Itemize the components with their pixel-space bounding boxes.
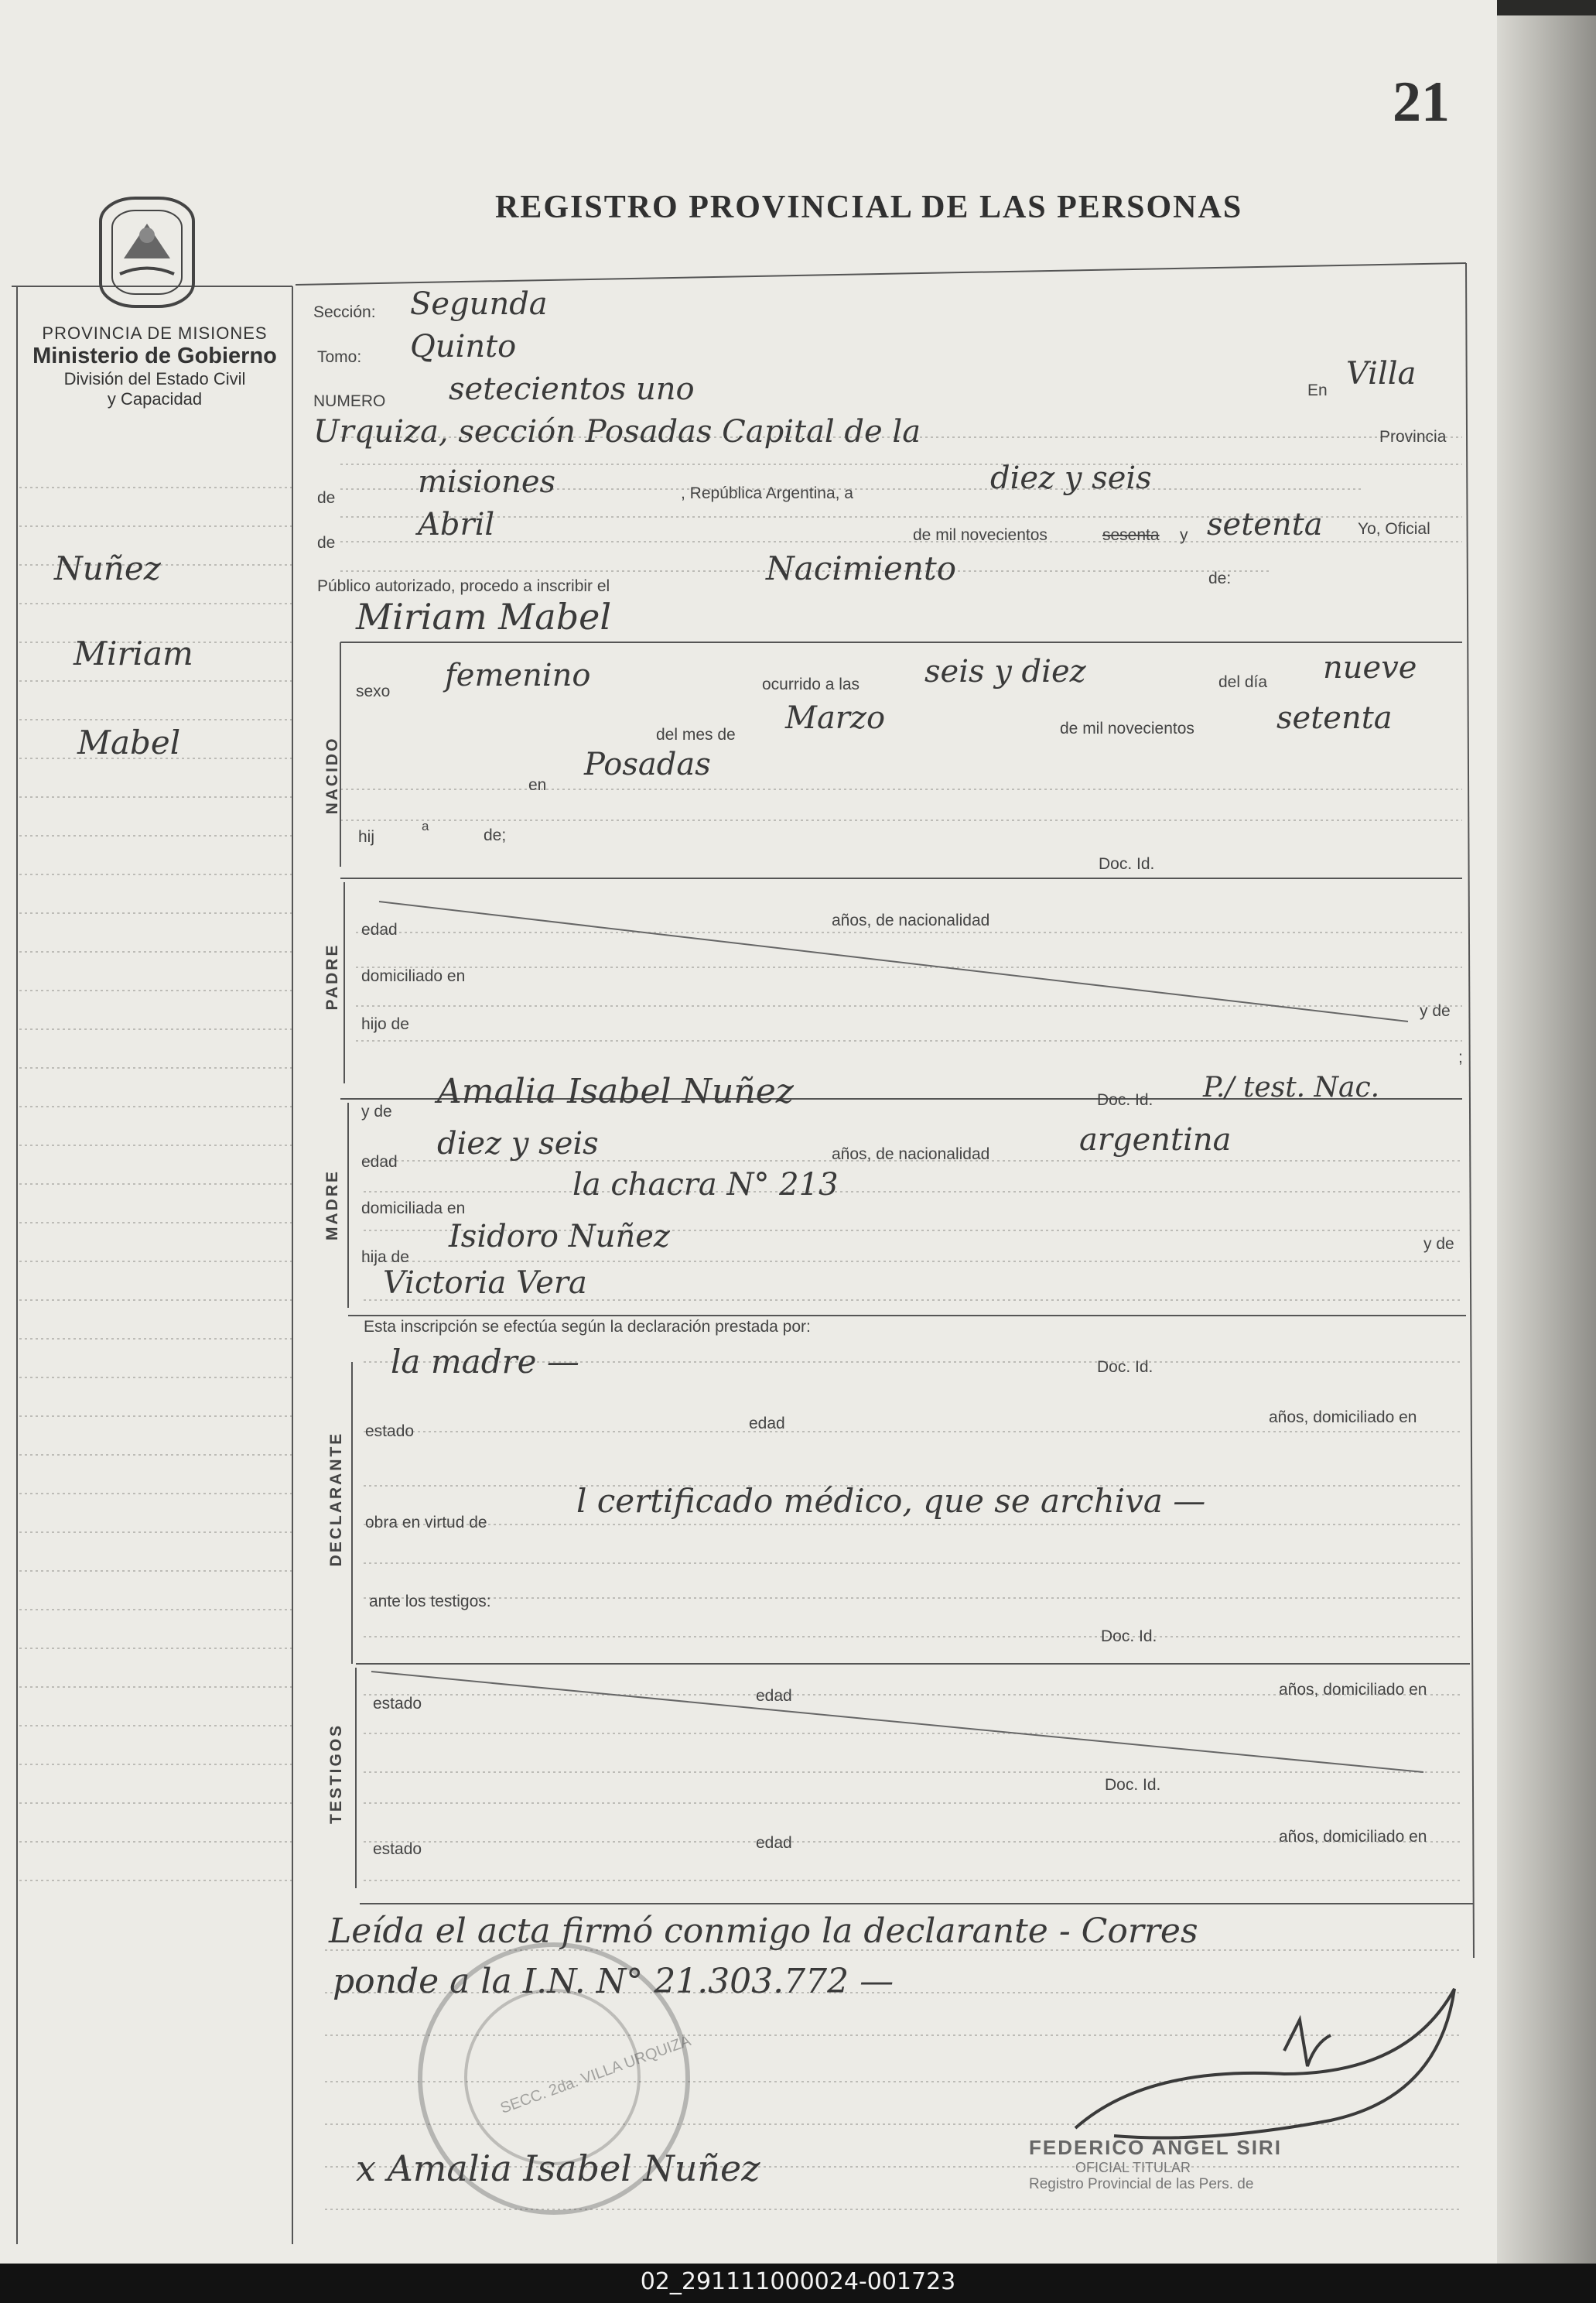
doc-id-nacido-label: Doc. Id. [1099, 855, 1155, 873]
lugar-value: Posadas [584, 747, 711, 782]
cierre-line-1: Leída el acta firmó conmigo la declarante - Corres [329, 1911, 1198, 1951]
estado-testigo-1-label: estado [373, 1695, 422, 1713]
del-mes-label: del mes de [656, 726, 736, 744]
hijo-de-label: hijo de [361, 1015, 409, 1033]
edad-declarante-label: edad [749, 1415, 785, 1432]
tomo-label: Tomo: [317, 348, 362, 366]
declaracion-value: la madre — [391, 1343, 579, 1381]
de-label-2: de [317, 534, 336, 552]
seccion-label: Sección: [313, 303, 376, 321]
madre-domicilio-value: la chacra N° 213 [572, 1167, 839, 1203]
margin-note-name-2: Mabel [77, 724, 181, 761]
issuer-province: PROVINCIA DE MISIONES [42, 323, 268, 343]
madre-doc-value: P./ test. Nac. [1203, 1072, 1380, 1104]
obra-value: l certificado médico, que se archiva — [576, 1482, 1206, 1520]
y-de-padre-label: y de [1420, 1002, 1451, 1020]
estado-declarante-label: estado [365, 1422, 415, 1440]
republica-label: , República Argentina, a [681, 484, 853, 502]
sesenta-label: sesenta [1102, 526, 1160, 544]
sexo-value: femenino [445, 658, 591, 693]
hora-value: seis y diez [924, 654, 1086, 690]
hij-suffix: a [422, 819, 429, 833]
mes-value: Abril [418, 507, 495, 542]
de-hij-label: de; [484, 826, 507, 844]
numero-value: setecientos uno [449, 371, 695, 407]
de-label: de [317, 489, 336, 507]
edad-padre-label: edad [361, 921, 398, 939]
section-nacido: NACIDO [323, 736, 341, 815]
provincia-value: misiones [418, 464, 556, 500]
oficial-role: OFICIAL TITULAR [1075, 2160, 1191, 2175]
oficial-office: Registro Provincial de las Pers. de [1029, 2176, 1254, 2192]
anio-value: setenta [1207, 507, 1323, 542]
locality-value: Urquiza, sección Posadas Capital de la [313, 414, 921, 450]
declaracion-label: Esta inscripción se efectúa según la declaración prestada por: [364, 1318, 811, 1336]
semicolon-mark: ; [1458, 1049, 1463, 1066]
madre-edad-value: diez y seis [437, 1126, 599, 1162]
margin-note-surname: Nuñez [54, 549, 161, 587]
hij-label: hij [358, 828, 375, 846]
nombre-value: Miriam Mabel [356, 596, 612, 638]
page-title: REGISTRO PROVINCIAL DE LAS PERSONAS [495, 190, 1243, 225]
domicilio-padre-label: domiciliado en [361, 967, 466, 985]
page-number: 21 [1393, 70, 1450, 134]
tomo-value: Quinto [410, 329, 517, 364]
estado-testigo-2-label: estado [373, 1840, 422, 1858]
anios-padre-label: años, de nacionalidad [832, 912, 990, 929]
abuela-value: Victoria Vera [383, 1265, 587, 1301]
anios-madre-label: años, de nacionalidad [832, 1145, 990, 1163]
signature-declarante: x Amalia Isabel Nuñez [356, 2147, 760, 2189]
margin-note-name-1: Miriam [73, 635, 193, 672]
section-declarante: DECLARANTE [327, 1431, 345, 1567]
y-de-madre-label: y de [361, 1103, 392, 1121]
acto-value: Nacimiento [766, 549, 957, 587]
section-padre: PADRE [323, 943, 341, 1011]
ocurrido-label: ocurrido a las [762, 676, 860, 693]
mil-novecientos-label-2: de mil novecientos [1060, 720, 1194, 737]
doc-id-madre-label: Doc. Id. [1097, 1091, 1153, 1109]
dia-value: diez y seis [990, 460, 1152, 496]
obra-label: obra en virtud de [365, 1514, 487, 1531]
page-edge [1497, 15, 1596, 2264]
en-nacimiento-label: en [528, 776, 547, 794]
footer-id: 02_291111000024-001723 [640, 2268, 956, 2295]
edad-testigo-1-label: edad [756, 1687, 792, 1705]
stamp-text: SECC. 2da. VILLA URQUIZA [497, 2032, 693, 2117]
oficial-signature-block [1029, 2136, 1431, 2193]
numero-label: NUMERO [313, 392, 386, 410]
issuer-ministry: Ministerio de Gobierno [32, 344, 277, 368]
anio-nacimiento-value: setenta [1276, 700, 1393, 736]
mil-novecientos-label: de mil novecientos [913, 526, 1047, 544]
anios-testigo-2-label: años, domiciliado en [1279, 1828, 1427, 1846]
en-label: En [1307, 382, 1328, 399]
anios-declarante-label: años, domiciliado en [1269, 1408, 1417, 1426]
dia-nacimiento-value: nueve [1323, 650, 1417, 686]
section-testigos: TESTIGOS [327, 1723, 345, 1824]
anios-testigo-1-label: años, domiciliado en [1279, 1681, 1427, 1699]
issuer-division: División del Estado Civil [63, 369, 246, 388]
edad-madre-label: edad [361, 1153, 398, 1171]
hija-de-label: hija de [361, 1248, 409, 1266]
domiciliada-label: domiciliada en [361, 1199, 466, 1217]
en-value: Villa [1346, 356, 1417, 392]
doc-id-testigo-label: Doc. Id. [1105, 1776, 1161, 1794]
provincial-crest-icon [93, 189, 201, 320]
abuelo-value: Isidoro Nuñez [449, 1219, 670, 1254]
del-dia-label: del día [1218, 673, 1268, 691]
oficial-label: Yo, Oficial [1358, 520, 1430, 538]
edad-testigo-2-label: edad [756, 1834, 792, 1852]
section-madre: MADRE [323, 1169, 341, 1240]
signature-oficial-icon [1052, 1958, 1470, 2159]
madre-nombre-value: Amalia Isabel Nuñez [437, 1072, 794, 1111]
mes-nacimiento-value: Marzo [785, 700, 886, 736]
y-label: y [1180, 526, 1188, 544]
doc-id-declaracion-label: Doc. Id. [1097, 1358, 1153, 1376]
y-de-madre-2-label: y de [1423, 1235, 1454, 1253]
madre-nacionalidad-value: argentina [1079, 1122, 1232, 1158]
provincia-label: Provincia [1379, 428, 1447, 446]
de2-label: de: [1208, 570, 1232, 587]
issuer-division-2: y Capacidad [107, 389, 203, 409]
cierre-line-2: ponde a la I.N. N° 21.303.772 — [333, 1962, 894, 2001]
doc-id-declarante-label: Doc. Id. [1101, 1627, 1157, 1645]
seccion-value: Segunda [410, 286, 548, 322]
oficial-name: FEDERICO ANGEL SIRI [1029, 2136, 1282, 2159]
publico-label: Público autorizado, procedo a inscribir el [317, 577, 610, 595]
sexo-label: sexo [356, 683, 391, 700]
issuer-block [15, 323, 294, 409]
ante-testigos-label: ante los testigos: [369, 1593, 491, 1610]
